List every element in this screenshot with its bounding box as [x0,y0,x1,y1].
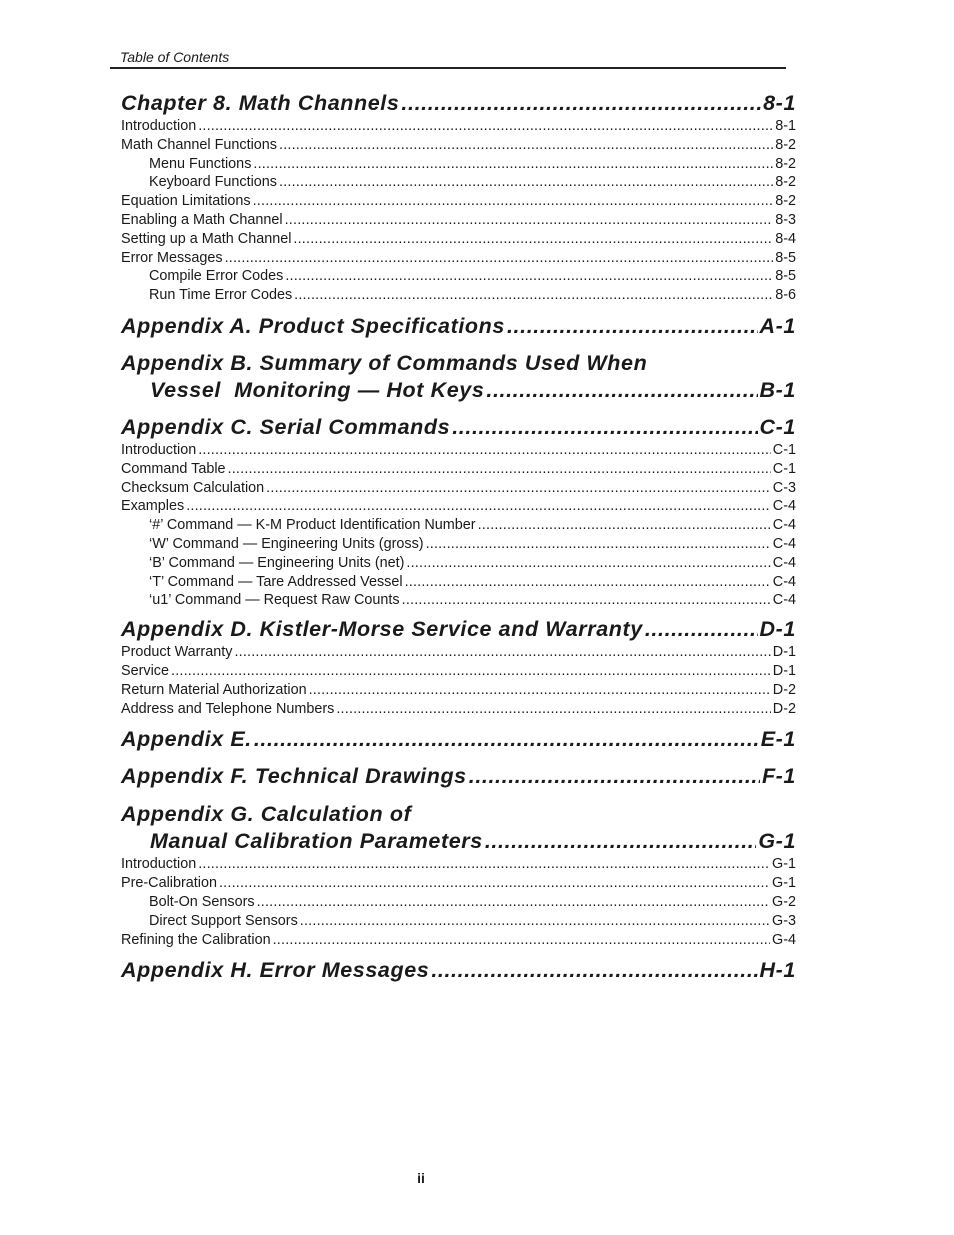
dot-leader [485,828,757,855]
toc-entry[interactable] [121,893,796,912]
entry-label: Service [121,662,169,679]
entry-label: ‘#’ Command — K-M Product Identification Number [149,517,476,534]
entry-page: 8-1 [775,118,796,134]
toc-entry[interactable] [121,230,796,249]
toc-heading-appendix-f[interactable] [121,763,796,790]
toc-heading-appendix-c[interactable] [121,414,796,441]
heading-page: 8-1 [763,91,796,115]
dot-leader [402,591,771,610]
entry-label: Refining the Calibration [121,931,271,948]
dot-leader [225,249,774,268]
running-header: Table of Contents [120,49,230,65]
entry-page: 8-2 [775,174,796,191]
dot-leader [294,286,773,305]
entry-label: Address and Telephone Numbers [121,700,335,717]
entry-page: C-4 [772,592,796,609]
entry-page: 8-5 [775,249,796,266]
entry-label: Introduction [121,441,197,458]
dot-leader [198,855,770,874]
dot-leader [219,874,770,893]
entry-page: G-2 [772,893,796,910]
heading-title: Appendix H. Error Messages [121,958,430,983]
dot-leader [426,535,771,554]
entries-chapter-8 [121,117,796,305]
dot-leader [186,497,771,516]
entry-label: ‘W’ Command — Engineering Units (gross) [149,535,424,552]
entry-page: C-3 [772,479,796,496]
entry-label: ‘u1’ Command — Request Raw Counts [149,592,400,609]
toc-entry[interactable] [121,497,796,516]
toc-entry[interactable] [121,441,796,460]
heading-title-line2-row [121,828,796,855]
dot-leader [253,155,773,174]
toc-entry[interactable] [121,554,796,573]
dot-leader [293,230,773,249]
heading-title: Appendix F. Technical Drawings [121,764,467,789]
entry-page: G-1 [772,856,796,873]
entry-label: Examples [121,498,185,515]
toc-entry[interactable] [121,591,796,610]
entry-page: G-1 [772,875,796,892]
table-of-contents [121,90,796,984]
heading-page: C-1 [759,414,796,439]
toc-entry[interactable] [121,681,796,700]
dot-leader [279,173,773,192]
entry-page: C-4 [772,535,796,552]
toc-entry[interactable] [121,700,796,719]
toc-heading-appendix-d[interactable] [121,616,796,643]
dot-leader [486,377,757,404]
dot-leader [254,726,759,753]
entry-label: Direct Support Sensors [149,912,298,929]
toc-entry[interactable] [121,912,796,931]
heading-title-line2-row [121,377,796,404]
entries-appendix-d [121,643,796,718]
dot-leader [273,931,770,950]
dot-leader [285,267,773,286]
dot-leader [300,912,770,931]
heading-page: G-1 [758,829,796,854]
dot-leader [285,211,774,230]
heading-title: Appendix C. Serial Commands [121,414,451,439]
entry-label: Run Time Error Codes [149,287,293,304]
entry-page: G-3 [772,912,796,929]
toc-entry[interactable] [121,874,796,893]
entry-label: Command Table [121,460,226,477]
entries-appendix-g [121,855,796,949]
entry-page: 8-4 [775,230,796,247]
heading-title-line2: Vessel Monitoring — Hot Keys [150,377,485,402]
entry-label: Introduction [121,856,197,873]
toc-entry[interactable] [121,173,796,192]
entry-label: Equation Limitations [121,193,251,210]
toc-entry[interactable] [121,662,796,681]
entry-page: G-4 [772,931,796,948]
dot-leader [431,957,757,984]
entry-page: C-4 [772,498,796,515]
dot-leader [228,460,771,479]
dot-leader [198,117,773,136]
dot-leader [401,90,761,117]
entry-page: C-4 [772,554,796,571]
toc-entry[interactable] [121,931,796,950]
heading-page: D-1 [759,617,796,642]
entry-page: C-1 [772,460,796,477]
entry-page: C-4 [772,573,796,590]
dot-leader [645,616,758,643]
dot-leader [336,700,770,719]
heading-page: B-1 [759,377,796,402]
entry-label: Compile Error Codes [149,268,284,285]
toc-entry[interactable] [121,136,796,155]
entries-appendix-c [121,441,796,610]
entry-label: Pre-Calibration [121,875,217,892]
entry-label: ‘B’ Command — Engineering Units (net) [149,554,405,571]
entry-page: 8-3 [775,211,796,228]
toc-entry[interactable] [121,573,796,592]
entry-page: 8-2 [775,136,796,153]
entry-label: Setting up a Math Channel [121,230,292,247]
dot-leader [266,479,771,498]
toc-entry[interactable] [121,117,796,136]
entry-page: 8-2 [775,155,796,172]
dot-leader [452,414,757,441]
heading-page: F-1 [761,764,796,789]
heading-title-line1: Appendix B. Summary of Commands Used When [121,350,648,375]
toc-entry[interactable] [121,286,796,305]
toc-heading-appendix-e[interactable] [121,726,796,753]
entry-label: Keyboard Functions [149,174,277,191]
toc-heading-chapter-8[interactable] [121,90,796,117]
heading-title-line1: Appendix G. Calculation of [121,802,412,827]
heading-title: Appendix D. Kistler-Morse Service and Warranty [121,617,643,642]
toc-entry[interactable] [121,479,796,498]
entry-page: D-1 [772,662,796,679]
entry-label: Math Channel Functions [121,136,277,153]
dot-leader [406,554,770,573]
dot-leader [309,681,771,700]
toc-entry[interactable] [121,249,796,268]
entry-label: ‘T’ Command — Tare Addressed Vessel [149,573,403,590]
entry-label: Enabling a Math Channel [121,211,283,228]
dot-leader [257,893,770,912]
entry-label: Product Warranty [121,644,233,661]
page-number: ii [417,1170,425,1186]
entry-page: 8-5 [775,268,796,285]
toc-entry[interactable] [121,516,796,535]
entry-label: Introduction [121,118,197,134]
toc-entry[interactable] [121,855,796,874]
entry-label: Return Material Authorization [121,681,307,698]
heading-page: H-1 [759,958,796,983]
entry-page: C-1 [772,441,796,458]
entry-label: Bolt-On Sensors [149,893,255,910]
dot-leader [234,643,770,662]
entry-page: D-2 [772,700,796,717]
entry-label: Menu Functions [149,155,252,172]
toc-heading-appendix-g[interactable] [121,801,796,855]
dot-leader [171,662,771,681]
dot-leader [507,313,758,340]
entry-page: C-4 [772,517,796,534]
dot-leader [405,573,771,592]
dot-leader [279,136,773,155]
entry-page: 8-6 [775,287,796,304]
heading-title: Appendix A. Product Specifications [121,313,505,338]
toc-entry[interactable] [121,192,796,211]
dot-leader [478,516,771,535]
entry-label: Error Messages [121,249,223,266]
header-rule [110,67,786,69]
toc-entry[interactable] [121,211,796,230]
heading-title-line2: Manual Calibration Parameters [150,829,483,854]
toc-entry[interactable] [121,535,796,554]
dot-leader [469,763,760,790]
entry-page: 8-2 [775,193,796,210]
toc-heading-appendix-h[interactable] [121,957,796,984]
entry-label: Checksum Calculation [121,479,265,496]
toc-entry[interactable] [121,267,796,286]
toc-entry[interactable] [121,460,796,479]
entry-page: D-2 [772,681,796,698]
toc-heading-appendix-a[interactable] [121,313,796,340]
heading-title: Chapter 8. Math Channels [121,91,400,115]
heading-page: E-1 [760,727,796,752]
entry-page: D-1 [772,644,796,661]
dot-leader [253,192,774,211]
dot-leader [198,441,771,460]
toc-entry[interactable] [121,155,796,174]
toc-heading-appendix-b[interactable] [121,350,796,404]
heading-page: A-1 [759,313,796,338]
toc-entry[interactable] [121,643,796,662]
heading-title: Appendix E. [121,727,252,752]
